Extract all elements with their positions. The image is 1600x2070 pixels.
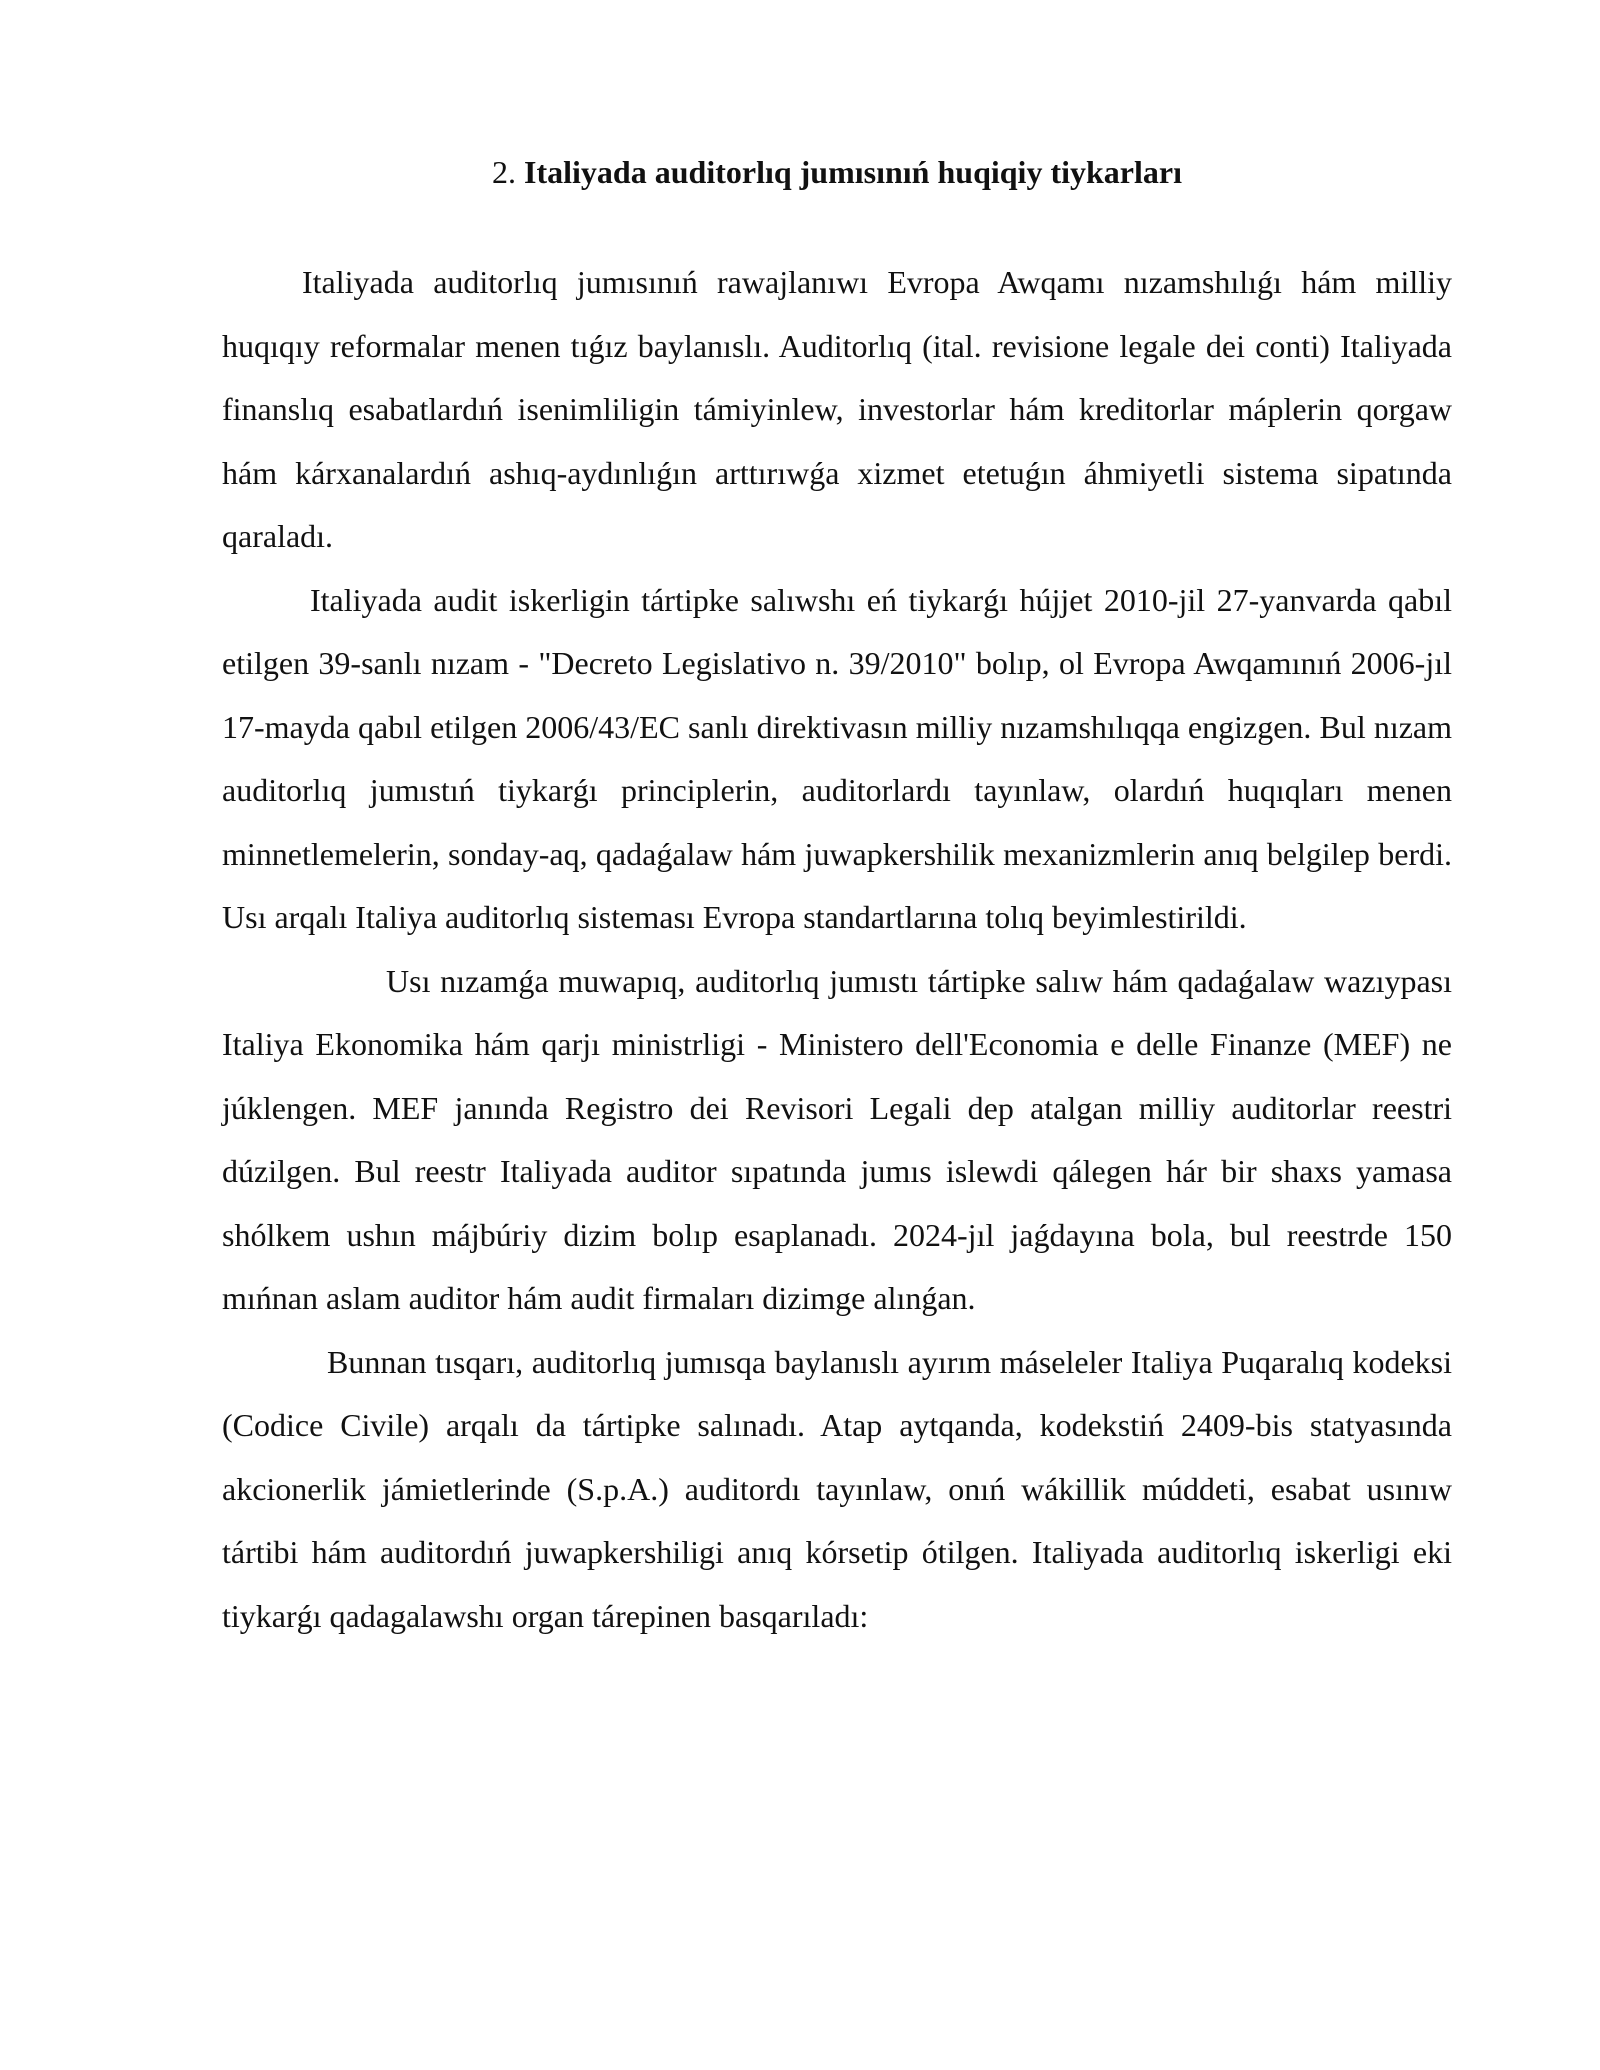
document-page (222, 145, 1452, 1648)
section-heading (222, 145, 1452, 199)
paragraph-1: Italiyada auditorlıq jumısınıń rawajlanıwı Evropa Awqamı nızamshılıǵı hám milliy huqıqıy reformalar menen tıǵız baylanıslı. Auditorlıq (ital. revisione legale dei conti) Italiyada finanslıq esabatlardıń isenimliligin támiyinlew, investorlar hám kreditorlar máplerin qorgaw hám kárxanalardıń ashıq-aydınlıǵın arttırıwǵa xizmet etetuǵın áhmiyetli sistema sipatında qaraladı. (222, 264, 1452, 554)
section-number: 2. (492, 154, 517, 190)
paragraph-4: Bunnan tısqarı, auditorlıq jumısqa baylanıslı ayırım máseleler Italiya Puqaralıq kodeksi (Codice Civile) arqalı da tártipke salınadı. Atap aytqanda, kodekstiń 2409-bis statyasında akcionerlik jámietlerinde (S.p.A.) auditordı tayınlaw, onıń wákillik múddeti, esabat usınıw tártibi hám auditordıń juwapkershiligi anıq kórsetip ótilgen. Italiyada auditorlıq iskerligi eki tiykarǵı qadagalawshı organ tárepinen basqarıladı: (222, 1343, 1452, 1634)
section-title: Italiyada auditorlıq jumısınıń huqiqiy tiykarları (524, 154, 1182, 190)
paragraph-2: Italiyada audit iskerligin tártipke salıwshı eń tiykarǵı hújjet 2010-jil 27-yanvarda qabıl etilgen 39-sanlı nızam - "Decreto Legislativo n. 39/2010" bolıp, ol Evropa Awqamınıń 2006-jıl 17-mayda qabıl etilgen 2006/43/EC sanlı direktivasın milliy nızamshılıqqa engizgen. Bul nızam auditorlıq jumıstıń tiykarǵı principlerin, auditorlardı tayınlaw, olardıń huqıqları menen minnetlemelerin, sonday-aq, qadaǵalaw hám juwapkershilik mexanizmlerin anıq belgilep berdi. Usı arqalı Italiya auditorlıq sisteması Evropa standartlarına tolıq beyimlestirildi. (222, 581, 1452, 935)
paragraph-3: Usı nızamǵa muwapıq, auditorlıq jumıstı tártipke salıw hám qadaǵalaw wazıypası Italiya Ekonomika hám qarjı ministrligi - Ministero dell'Economia e delle Finanze (MEF) ne júklengen. MEF janında Registro dei Revisori Legali dep atalgan milliy auditorlar reestri dúzilgen. Bul reestr Italiyada auditor sıpatında jumıs islewdi qálegen hár bir shaxs yamasa shólkem ushın májbúriy dizim bolıp esaplanadı. 2024-jıl jaǵdayına bola, bul reestrde 150 mıńnan aslam auditor hám audit firmaları dizimge alınǵan. (222, 962, 1452, 1316)
